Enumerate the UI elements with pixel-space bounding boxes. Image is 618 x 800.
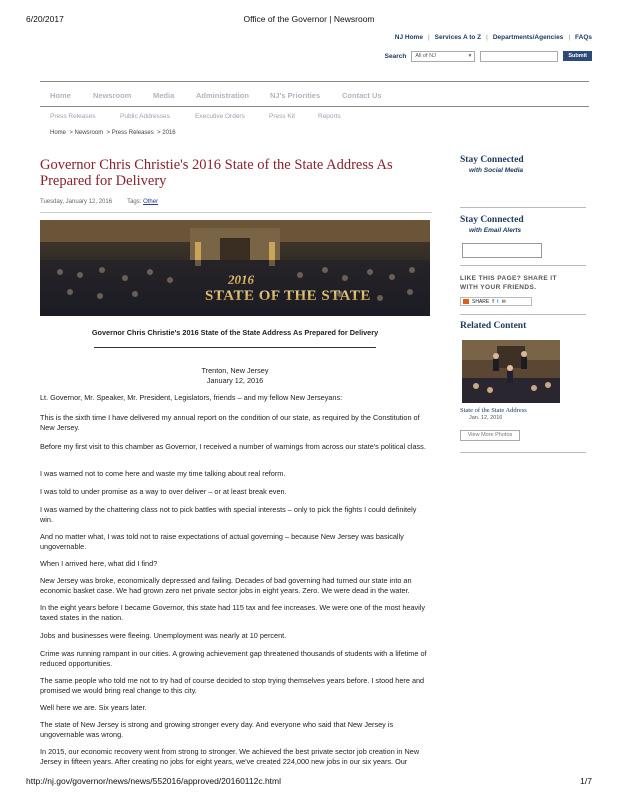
email-icon: ✉ [501,298,506,305]
paragraph: Well here we are. Six years later. [40,703,147,712]
state-of-the-state-banner [40,220,430,316]
search-bar [385,50,592,62]
email-alerts-subtitle: with Email Alerts [469,227,522,234]
departments-link[interactable]: Departments/Agencies [492,34,564,41]
subnav-executive-orders[interactable]: Executive Orders [195,113,245,120]
search-input[interactable] [480,51,558,62]
paragraph: In 2015, our economic recovery went from strong to stronger. We achieved the best private sector job creation in New Jersey in fifteen years. After creating no jobs for eight years, we've created 224,000 new jobs in our six years. Our [40,747,420,766]
print-date: 6/20/2017 [26,14,64,24]
paragraph: Jobs and businesses were fleeing. Unemployment was nearly at 10 percent. [40,631,287,640]
subnav-public-addresses[interactable]: Public Addresses [120,113,170,120]
dateline-place: Trenton, New Jersey [201,366,269,375]
paragraph: New Jersey was broke, economically depressed and failing. Decades of bad governing had turned our state into an economic basket case. We had grown zero net private sector jobs in eight years. Zero. We were dead in the water. [40,576,412,595]
nav-home[interactable]: Home [50,91,71,100]
share-label: SHARE [472,298,490,305]
view-more-photos-button[interactable]: View More Photos [460,430,520,441]
services-link[interactable]: Services A to Z [434,34,482,41]
search-scope-value: All of NJ [415,53,436,59]
print-header [26,14,592,28]
sidebar-divider [460,265,586,266]
tag-link[interactable]: Other [143,199,159,205]
breadcrumb-press-releases[interactable]: Press Releases [111,130,154,136]
paragraph: Before my first visit to this chamber as Governor, I received a number of warnings from across our state's political class. [40,442,426,451]
share-icon [463,299,469,304]
chevron-down-icon: ▾ [468,53,472,59]
breadcrumb-newsroom[interactable]: Newsroom [74,130,104,136]
search-submit-button[interactable]: Submit [563,51,592,61]
paragraph: In the eight years before I became Governor, this state had 115 tax and fee increases. We were one of the most heavily taxed states in the nation. [40,603,426,622]
sub-nav [50,113,341,120]
related-photo[interactable] [462,340,560,403]
top-links: NJ Home | Services A to Z | Departments/Agencies | FAQs [394,34,592,41]
stay-connected-email-title: Stay Connected [460,215,524,225]
banner-title: STATE OF THE STATE [205,288,371,304]
share-button[interactable] [460,297,532,306]
paragraph: Lt. Governor, Mr. Speaker, Mr. President, Legislators, friends – and my fellow New Jerseyans: [40,393,343,402]
nav-newsroom[interactable]: Newsroom [93,91,132,100]
search-label: Search [384,52,407,60]
subnav-press-releases[interactable]: Press Releases [50,113,96,120]
paragraph: The state of New Jersey is strong and growing stronger every day. And everyone who said that New Jersey is ungovernable was wrong. [40,720,394,739]
nj-home-link[interactable]: NJ Home [394,34,423,41]
share-prompt [460,274,557,292]
paragraph: And no matter what, I was told not to raise expectations of actual governing – because New Jersey was basically ungovernable. [40,532,404,551]
share-prompt-line: WITH YOUR FRIENDS. [460,284,537,291]
search-scope-select[interactable] [411,51,475,62]
paragraph: When I arrived here, what did I find? [40,559,158,568]
paragraph: Crime was running rampant in our cities. A growing achievement gap threatened thousands of students with a lifetime of reduced opportunities. [40,649,427,668]
twitter-icon: t [496,298,499,305]
paragraph: I was warned not to come here and waste my time talking about real reform. [40,469,286,478]
social-media-subtitle: with Social Media [469,167,524,174]
faqs-link[interactable]: FAQs [575,34,592,41]
related-content-title: Related Content [460,321,527,331]
facebook-icon: f [492,298,494,305]
article-date: Tuesday, January 12, 2016 [40,199,113,205]
related-caption[interactable]: State of the State Address [460,407,527,414]
print-page-number: 1/7 [580,776,592,786]
tags-label: Tags: [127,199,142,205]
print-footer [26,776,592,790]
nav-priorities[interactable]: NJ's Priorities [270,91,321,100]
sidebar-divider [460,207,586,208]
banner-year: 2016 [228,272,254,287]
stay-connected-social-title: Stay Connected [460,155,524,165]
nav-contact[interactable]: Contact Us [342,91,382,100]
heading-rule [94,347,376,348]
breadcrumb-year[interactable]: 2016 [162,130,176,136]
subnav-reports[interactable]: Reports [318,113,341,120]
paragraph: The same people who told me not to try had of course decided to stop trying themselves years before. I stood here and promised we would bring real change to this city. [40,676,425,695]
article-heading: Governor Chris Christie's 2016 State of the State Address As Prepared for Delivery [91,328,379,337]
paragraph: I was told to under promise as a way to over deliver – or at least break even. [40,487,287,496]
breadcrumb: Home > Newsroom > Press Releases > 2016 [50,130,176,136]
related-date: Jan. 12, 2016 [469,415,503,421]
meta-divider [40,212,432,213]
page-title: Governor Chris Christie's 2016 State of the State Address As Prepared for Delivery [40,157,393,189]
print-url: http://nj.gov/governor/news/news/552016/approved/20160112c.html [26,776,282,786]
nav-bottom-rule [40,106,589,107]
print-title: Office of the Governor | Newsroom [243,14,375,24]
subnav-press-kit[interactable]: Press Kit [269,113,296,120]
paragraph: I was warned by the chattering class not to pick battles with special interests – only to pick the fights I could definitely win. [40,505,417,524]
paragraph: This is the sixth time I have delivered my annual report on the condition of our state, as required by the Constitution of New Jersey. [40,413,420,432]
breadcrumb-home[interactable]: Home [50,130,67,136]
nav-top-rule [40,81,589,82]
sidebar-divider [460,452,586,453]
dateline [40,366,430,386]
nav-media[interactable]: Media [153,91,175,100]
dateline-date: January 12, 2016 [206,376,264,385]
nav-administration[interactable]: Administration [196,91,249,100]
article-meta [40,199,158,205]
sidebar-divider [460,314,586,315]
share-prompt-line: LIKE THIS PAGE? SHARE IT [460,275,557,282]
main-nav [50,91,382,100]
email-signup-input[interactable] [462,243,542,258]
